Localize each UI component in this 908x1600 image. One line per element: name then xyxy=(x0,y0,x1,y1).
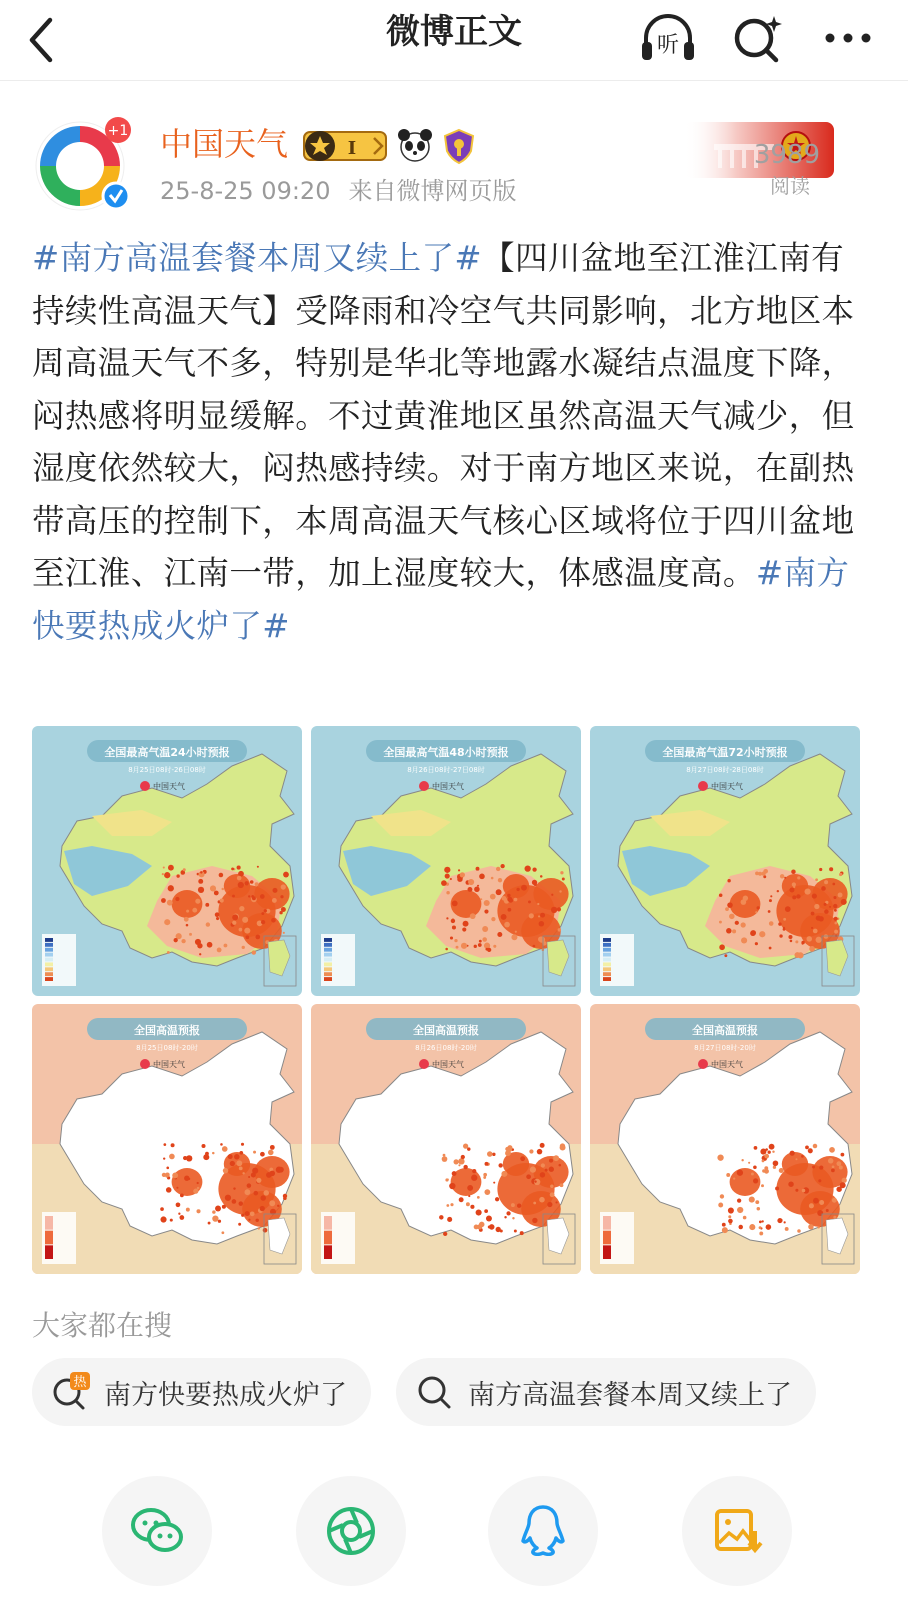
map-title: 全国最高气温24小时预报 xyxy=(104,746,230,759)
post-source: 来自微博网页版 xyxy=(348,177,517,205)
trending-title: 大家都在搜 xyxy=(32,1309,173,1342)
listen-button[interactable] xyxy=(638,10,698,66)
forecast-map xyxy=(32,1004,302,1274)
map-subtitle: 8月27日08时-28日08时 xyxy=(686,766,764,774)
image-heat-forecast-day3[interactable] xyxy=(590,1004,860,1274)
map-title: 全国高温预报 xyxy=(413,1024,479,1037)
image-max-temp-24h[interactable] xyxy=(32,726,302,996)
post-meta xyxy=(160,174,534,208)
listen-label: 听 xyxy=(656,33,680,58)
share-wechat-button[interactable] xyxy=(102,1476,212,1586)
map-subtitle: 8月27日08时-20时 xyxy=(694,1044,756,1052)
post-body-text: 【四川盆地至江淮江南有持续性高温天气】受降雨和冷空气共同影响，北方地区本周高温天气不多，特别是华北等地露水凝结点温度下降，闷热感将明显缓解。不过黄淮地区虽然高温天气减少，但湿度依然较大，闷热感持续。对于南方地区来说，在副热带高压的控制下，本周高温天气核心区域将位于四川盆地至江淮、江南一带，加上湿度较大，体感温度高。 xyxy=(32,239,855,592)
map-title: 全国高温预报 xyxy=(134,1024,200,1037)
read-count-box xyxy=(684,120,834,210)
trending-chip-heat-continues[interactable] xyxy=(396,1358,816,1426)
map-subtitle: 8月25日08时-20时 xyxy=(136,1044,198,1052)
post-timestamp: 25-8-25 09:20 xyxy=(160,177,331,205)
map-title: 全国最高气温72小时预报 xyxy=(662,746,788,759)
wechat-icon xyxy=(127,1501,187,1561)
moments-icon xyxy=(321,1501,381,1561)
hot-badge-label: 热 xyxy=(73,1375,87,1390)
save-image-icon xyxy=(707,1501,767,1561)
qq-penguin-icon xyxy=(513,1501,573,1561)
map-logo: 中国天气 xyxy=(711,782,743,791)
more-button[interactable] xyxy=(818,10,878,66)
hot-search-icon xyxy=(50,1372,90,1412)
top-nav-bar xyxy=(0,0,908,81)
search-icon xyxy=(414,1372,454,1412)
read-count: 3989 xyxy=(753,140,820,170)
map-logo: 中国天气 xyxy=(153,1060,185,1069)
headphones-icon xyxy=(638,10,698,66)
read-count-label: 阅读 xyxy=(770,174,810,198)
image-heat-forecast-day2[interactable] xyxy=(311,1004,581,1274)
more-dots-icon xyxy=(818,10,878,66)
map-subtitle: 8月26日08时-20时 xyxy=(415,1044,477,1052)
trending-chip-label: 南方快要热成火炉了 xyxy=(104,1379,347,1411)
map-subtitle: 8月26日08时-27日08时 xyxy=(407,766,485,774)
forecast-map xyxy=(590,1004,860,1274)
share-moments-button[interactable] xyxy=(296,1476,406,1586)
post-author-header xyxy=(34,110,894,220)
map-logo: 中国天气 xyxy=(432,1060,464,1069)
shield-badge-icon xyxy=(440,127,478,165)
image-heat-forecast-day1[interactable] xyxy=(32,1004,302,1274)
forecast-map xyxy=(311,1004,581,1274)
page-title: 微博正文 xyxy=(386,12,522,52)
share-qq-button[interactable] xyxy=(488,1476,598,1586)
member-level-badge-icon xyxy=(300,126,390,166)
share-save-image-button[interactable] xyxy=(682,1476,792,1586)
topic-tag-south-furnace[interactable]: #南方快要热成火炉了# xyxy=(32,554,850,645)
avatar[interactable] xyxy=(34,116,130,212)
search-sparkle-icon xyxy=(728,10,788,66)
avatar-notification-badge: +1 xyxy=(107,123,129,139)
forecast-map xyxy=(590,726,860,996)
level-badge-text: I xyxy=(347,138,357,159)
verified-badge-icon xyxy=(103,183,129,209)
panda-icon xyxy=(396,127,434,165)
search-button[interactable] xyxy=(728,10,788,66)
topic-tag-south-heat-continues[interactable]: #南方高温套餐本周又续上了# xyxy=(32,239,483,277)
map-logo: 中国天气 xyxy=(711,1060,743,1069)
forecast-map xyxy=(32,726,302,996)
image-grid xyxy=(32,726,860,1274)
trending-chip-label: 南方高温套餐本周又续上了 xyxy=(468,1379,792,1411)
map-title: 全国高温预报 xyxy=(692,1024,758,1037)
map-logo: 中国天气 xyxy=(432,782,464,791)
map-title: 全国最高气温48小时预报 xyxy=(383,746,509,759)
forecast-map xyxy=(311,726,581,996)
image-max-temp-72h[interactable] xyxy=(590,726,860,996)
author-name[interactable]: 中国天气 xyxy=(160,125,289,163)
map-logo: 中国天气 xyxy=(153,782,185,791)
trending-chip-furnace[interactable] xyxy=(32,1358,371,1426)
image-max-temp-48h[interactable] xyxy=(311,726,581,996)
post-text xyxy=(32,232,862,652)
map-subtitle: 8月25日08时-26日08时 xyxy=(128,766,206,774)
